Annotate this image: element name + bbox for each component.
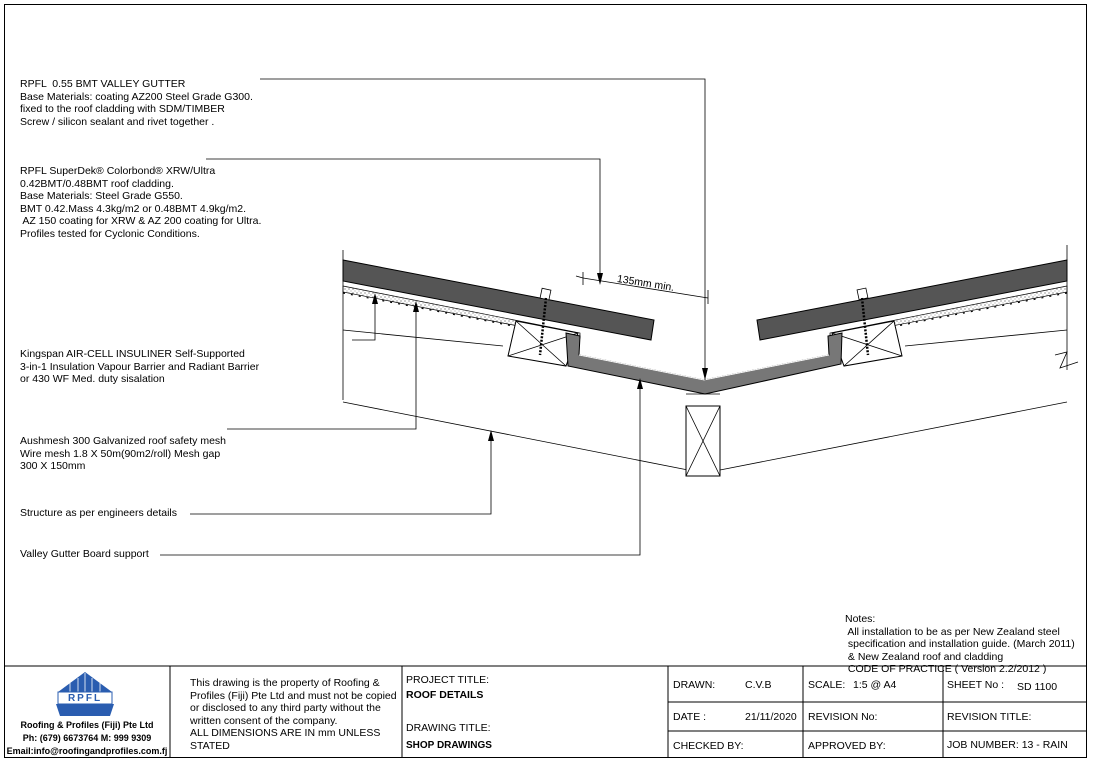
notes: Notes: All installation to be as per New Zealand steel specification and installation guide. (March 2011) & New Zealand roof and cladding CODE OF PRACTICE ( Version 2.2/2012 ) [845,613,1075,675]
project-title: ROOF DETAILS [406,689,484,701]
company-phone: Ph: (679) 6673764 M: 999 9309 [22,733,152,743]
label-structure: Structure as per engineers details [20,507,178,519]
logo-letters: RPFL [67,693,103,704]
leader-board [160,380,640,555]
label-board-support: Valley Gutter Board support [20,548,149,560]
date-value: 21/11/2020 [745,711,797,723]
drawn-value: C.V.B [745,679,772,691]
checked-label: CHECKED BY: [673,740,744,752]
scale-value: 1:5 @ A4 [853,679,897,691]
job-number: JOB NUMBER: 13 - RAIN [947,739,1068,751]
drawn-label: DRAWN: [673,679,716,691]
structure-top-line-right [905,330,1067,346]
approved-label: APPROVED BY: [808,740,886,752]
leader-cladding [206,159,600,282]
leader-structure [190,432,491,514]
structure-bottom-line-right [720,402,1067,470]
company-email: Email:info@roofingandprofiles.com.fj [6,746,168,756]
label-safety-mesh: Aushmesh 300 Galvanized roof safety mesh Wire mesh 1.8 X 50m(90m2/roll) Mesh gap 300 X 150mm [20,435,227,472]
revision-title-label: REVISION TITLE: [947,711,1032,723]
dimension-label: 135mm min. [616,273,676,294]
drawing-title: SHOP DRAWINGS [406,740,492,751]
label-insulation: Kingspan AIR-CELL INSULINER Self-Supported 3-in-1 Insulation Vapour Barrier and Radiant Barrier or 430 WF Med. duty sisalation [20,348,260,385]
gutter-board-support [686,394,720,476]
structure-top-line-left [343,330,503,346]
structure-bottom-line-left [343,402,688,470]
company-name: Roofing & Profiles (Fiji) Pte Ltd [20,720,154,730]
scale-label: SCALE: [808,679,846,691]
disclaimer: This drawing is the property of Roofing & Profiles (Fiji) Pte Ltd and must not be copied or disclosed to any third party without the written consent of the company. ALL DIMENSIONS ARE IN mm UNLESS STATED [190,677,397,752]
project-title-label: PROJECT TITLE: [406,674,490,686]
revision-label: REVISION No: [808,711,878,723]
sheet-value: SD 1100 [1017,681,1058,693]
date-label: DATE : [673,711,707,723]
label-roof-cladding: RPFL SuperDek® Colorbond® XRW/Ultra 0.42BMT/0.48BMT roof cladding. Base Materials: Steel Grade G550. BMT 0.42.Mass 4.3kg/m2 or 0.48BMT 4.9kg/m2. AZ 150 coating for XRW & AZ 200 coating for Ultra. Profiles tested for Cyclonic Conditions. [20,165,262,240]
sheet-label: SHEET No : [947,679,1004,691]
drawing-title-label: DRAWING TITLE: [406,722,491,734]
valley-gutter [566,333,842,394]
label-valley-gutter: RPFL 0.55 BMT VALLEY GUTTER Base Materials: coating AZ200 Steel Grade G300. fixed to the roof cladding with SDM/TIMBER Screw / silicon sealant and rivet together . [20,78,253,128]
